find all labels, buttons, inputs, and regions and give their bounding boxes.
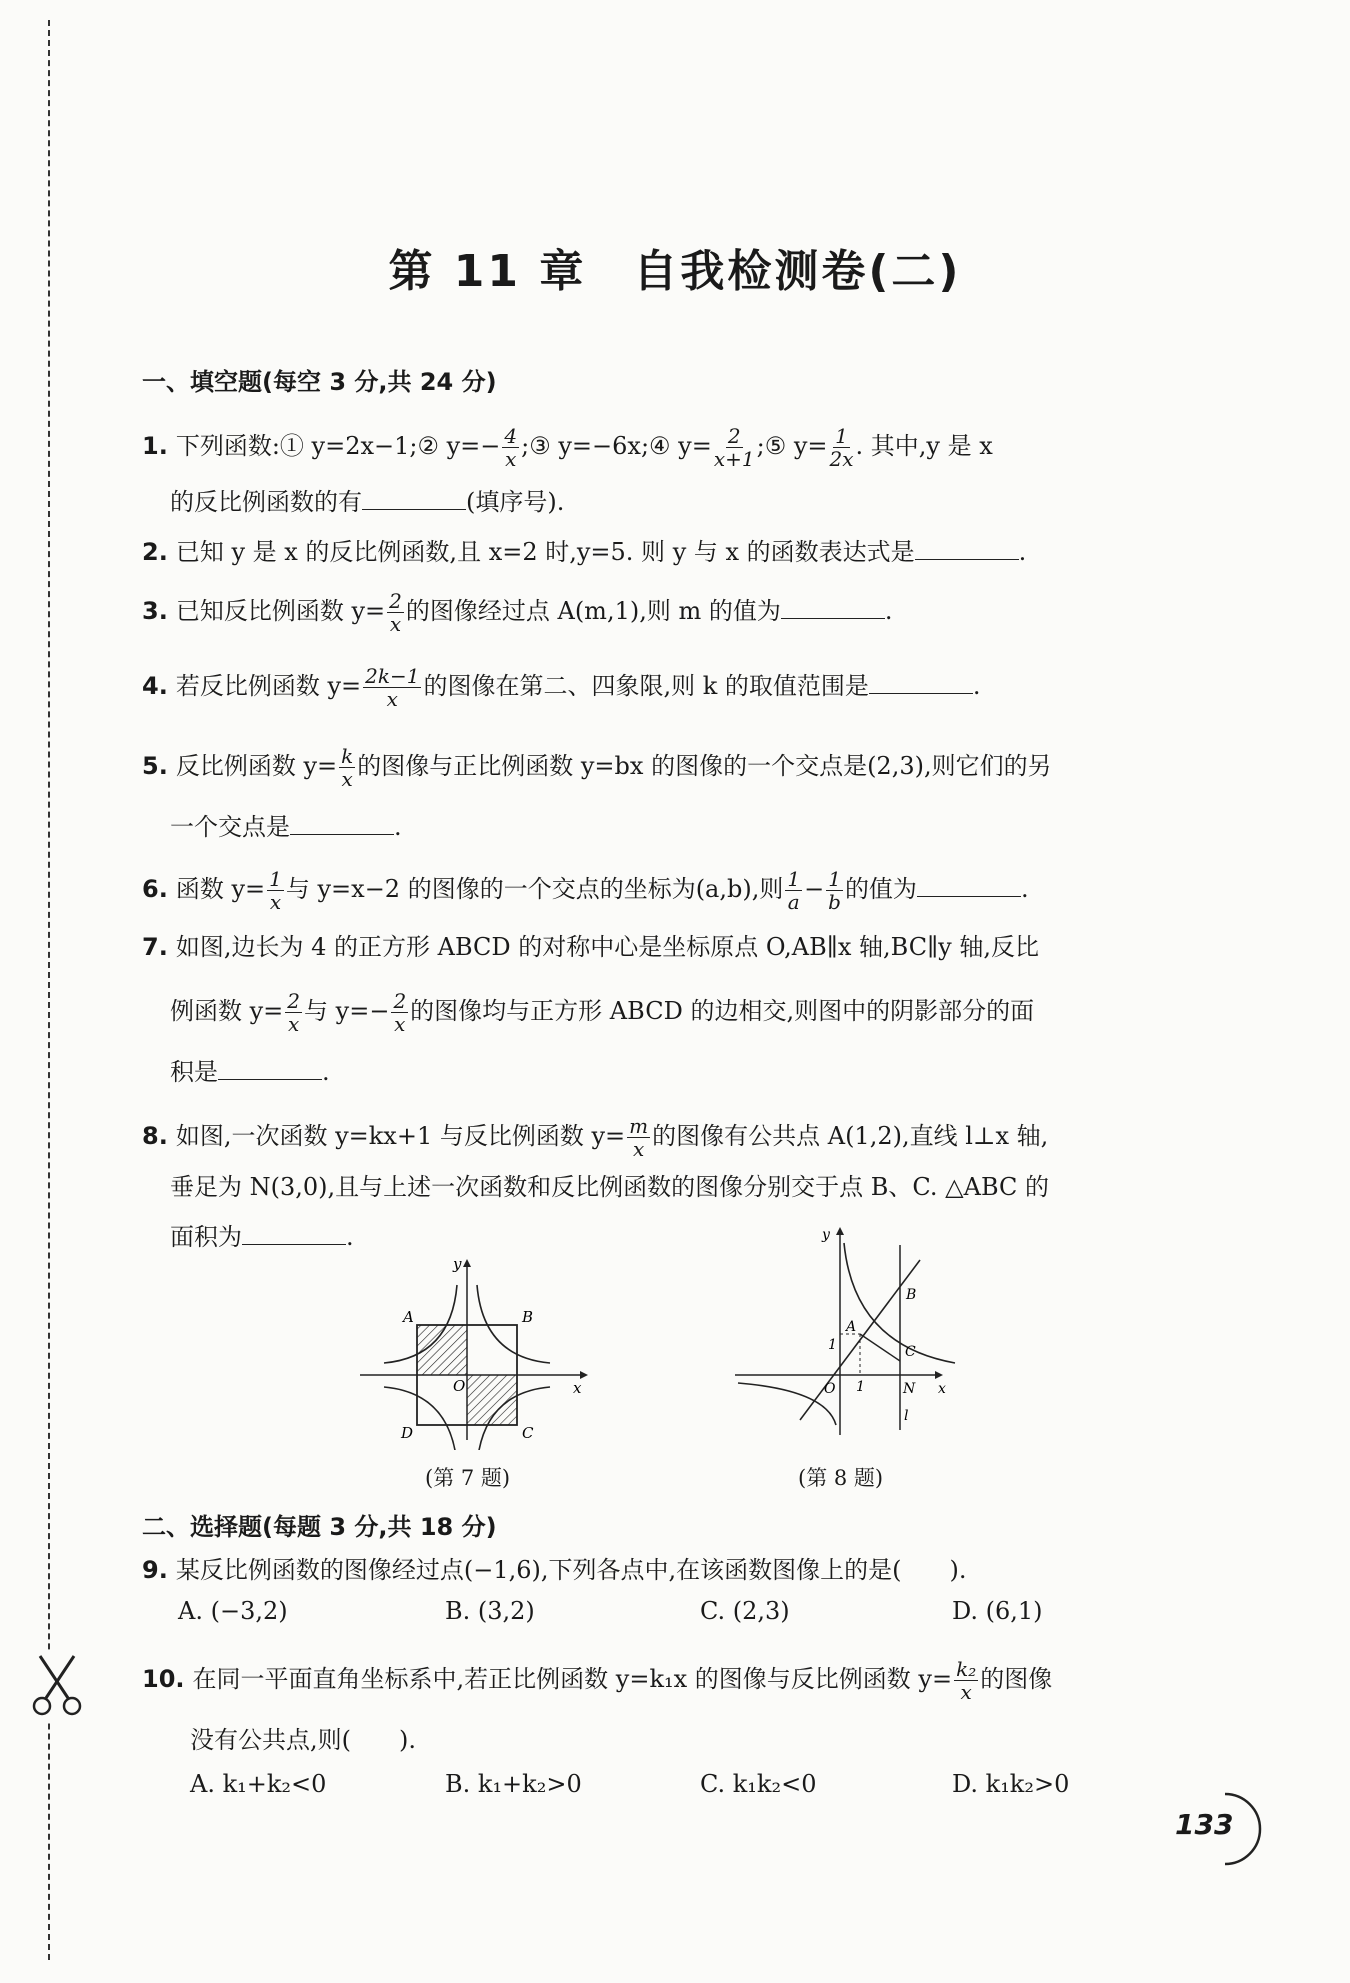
q6-fraction-3 bbox=[826, 868, 843, 913]
q9-option-d[interactable]: D. (6,1) bbox=[952, 1597, 1043, 1625]
q3-f-num: 2 bbox=[389, 589, 402, 613]
page-number-arc bbox=[1215, 1790, 1275, 1870]
q1-f1-den: x bbox=[505, 447, 517, 471]
q4-f-num: 2k−1 bbox=[365, 664, 420, 688]
q6-f3-den: b bbox=[828, 890, 841, 914]
q6-fraction-1 bbox=[267, 868, 284, 913]
question-1-cont bbox=[170, 485, 564, 519]
fig8-label-x: x bbox=[938, 1381, 946, 1397]
q7-text-b: 例函数 y= bbox=[170, 997, 284, 1025]
q5-text-b: 的图像与正比例函数 y=bx 的图像的一个交点是(2,3),则它们的另 bbox=[357, 752, 1052, 780]
q7-text-e: 积是 bbox=[170, 1058, 218, 1086]
question-3 bbox=[142, 590, 893, 635]
q5-text-c: 一个交点是 bbox=[170, 813, 290, 841]
q6-text-d: 的值为 bbox=[844, 875, 917, 903]
q6-number: 6. bbox=[142, 875, 168, 903]
question-5 bbox=[142, 745, 1052, 790]
fig7-label-D: D bbox=[401, 1424, 414, 1442]
fig8-label-one-y: 1 bbox=[828, 1337, 837, 1353]
q5-text-a: 反比例函数 y= bbox=[175, 752, 338, 780]
q1-text-c: ;⑤ y= bbox=[756, 432, 828, 460]
q1-text-b: ;③ y=−6x;④ y= bbox=[521, 432, 712, 460]
fig7-x-arrow bbox=[580, 1371, 588, 1379]
q1-fraction-2 bbox=[714, 425, 755, 470]
question-6 bbox=[142, 868, 1029, 913]
figure-8-caption: (第 8 题) bbox=[798, 1466, 884, 1490]
q5-number: 5. bbox=[142, 752, 168, 780]
q6-f2-den: a bbox=[787, 890, 800, 914]
section-fill-blank bbox=[142, 365, 497, 399]
figure-7-caption: (第 7 题) bbox=[425, 1466, 511, 1490]
fig7-label-C: C bbox=[522, 1424, 534, 1442]
question-8-cont bbox=[170, 1170, 1049, 1204]
q2-text-b: . bbox=[1018, 538, 1027, 566]
q1-f2-num: 2 bbox=[727, 424, 741, 448]
q3-f-den: x bbox=[389, 612, 402, 636]
q6-f1-num: 1 bbox=[269, 867, 282, 891]
q7-f1-num: 2 bbox=[287, 989, 301, 1013]
q10-f-num: k₂ bbox=[956, 1657, 977, 1681]
q8-text-e: . bbox=[346, 1223, 354, 1251]
fig8-y-arrow bbox=[836, 1227, 844, 1235]
q3-text-b: 的图像经过点 A(m,1),则 m 的值为 bbox=[405, 597, 781, 625]
q5-f-num: k bbox=[341, 744, 354, 768]
q4-f-den: x bbox=[386, 687, 398, 711]
q7-fraction-1 bbox=[285, 990, 302, 1035]
q8-text-a: 如图,一次函数 y=kx+1 与反比例函数 y= bbox=[175, 1122, 626, 1150]
q6-text-b: 与 y=x−2 的图像的一个交点的坐标为(a,b),则 bbox=[285, 875, 784, 903]
question-9 bbox=[142, 1553, 966, 1587]
q7-f2-num: 2 bbox=[393, 989, 407, 1013]
q10-option-d[interactable]: D. k₁k₂>0 bbox=[952, 1770, 1070, 1798]
q6-answer-blank[interactable] bbox=[917, 874, 1021, 897]
page-title: 第 11 章 自我检测卷(二) bbox=[388, 246, 962, 297]
fig8-seg-AC bbox=[860, 1334, 900, 1361]
q8-f-num: m bbox=[629, 1114, 649, 1138]
q10-text-a: 在同一平面直角坐标系中,若正比例函数 y=k₁x 的图像与反比例函数 y= bbox=[192, 1665, 953, 1693]
question-5-cont bbox=[170, 810, 402, 844]
q8-answer-blank[interactable] bbox=[242, 1222, 346, 1245]
scissors-icon bbox=[28, 1650, 86, 1720]
q3-text-c: . bbox=[884, 597, 893, 625]
q2-text-a: 已知 y 是 x 的反比例函数,且 x=2 时,y=5. 则 y 与 x 的函数表达式是 bbox=[175, 538, 915, 566]
q1-fraction-3 bbox=[830, 425, 854, 470]
q7-answer-blank[interactable] bbox=[218, 1057, 322, 1080]
q9-text-a: 某反比例函数的图像经过点(−1,6),下列各点中,在该函数图像上的是( ). bbox=[175, 1556, 967, 1584]
q7-text-c: 与 y=− bbox=[304, 997, 390, 1025]
q10-number: 10. bbox=[142, 1665, 185, 1693]
fig8-label-B: B bbox=[906, 1287, 917, 1303]
q3-number: 3. bbox=[142, 597, 168, 625]
q1-answer-blank[interactable] bbox=[362, 487, 466, 510]
fig7-curve-q1 bbox=[477, 1285, 550, 1363]
q4-text-a: 若反比例函数 y= bbox=[175, 672, 362, 700]
q1-fraction-1 bbox=[502, 425, 519, 470]
q7-f2-den: x bbox=[394, 1012, 406, 1036]
q4-text-b: 的图像在第二、四象限,则 k 的取值范围是 bbox=[423, 672, 869, 700]
fig8-label-l: l bbox=[904, 1408, 909, 1424]
q6-fraction-2 bbox=[785, 868, 802, 913]
q10-option-c[interactable]: C. k₁k₂<0 bbox=[700, 1770, 817, 1798]
q10-option-a[interactable]: A. k₁+k₂<0 bbox=[190, 1770, 327, 1798]
q10-f-den: x bbox=[960, 1680, 972, 1704]
fig7-label-B: B bbox=[522, 1308, 534, 1326]
q1-text-a: 下列函数:① y=2x−1;② y=− bbox=[175, 432, 501, 460]
q5-fraction bbox=[339, 745, 355, 790]
question-7 bbox=[142, 930, 1039, 964]
q6-f1-den: x bbox=[269, 890, 282, 914]
q7-text-a: 如图,边长为 4 的正方形 ABCD 的对称中心是坐标原点 O,AB∥x 轴,BC∥y 轴,反比 bbox=[175, 933, 1039, 961]
q5-f-den: x bbox=[341, 767, 353, 791]
section2-heading: 二、选择题(每题 3 分,共 18 分) bbox=[142, 1513, 497, 1541]
q9-option-c[interactable]: C. (2,3) bbox=[700, 1597, 790, 1625]
q7-fraction-2 bbox=[391, 990, 408, 1035]
q1-f1-num: 4 bbox=[504, 424, 518, 448]
q1-f2-den: x+1 bbox=[713, 447, 755, 471]
q6-text-c: − bbox=[804, 875, 825, 903]
q9-number: 9. bbox=[142, 1556, 168, 1584]
q4-number: 4. bbox=[142, 672, 168, 700]
q10-fraction bbox=[954, 1658, 978, 1703]
question-8 bbox=[142, 1115, 1048, 1160]
q10-text-c: 没有公共点,则( ). bbox=[190, 1726, 416, 1754]
question-7-cont2 bbox=[170, 1055, 330, 1089]
q3-fraction bbox=[387, 590, 404, 635]
question-1 bbox=[142, 425, 993, 470]
question-8-cont2 bbox=[170, 1220, 354, 1254]
q10-text-b: 的图像 bbox=[980, 1665, 1053, 1693]
q4-text-c: . bbox=[972, 672, 981, 700]
q9-option-a[interactable]: A. (−3,2) bbox=[178, 1597, 288, 1625]
question-7-cont bbox=[170, 990, 1034, 1035]
question-4 bbox=[142, 665, 981, 710]
q7-text-d: 的图像均与正方形 ABCD 的边相交,则图中的阴影部分的面 bbox=[410, 997, 1035, 1025]
q8-text-c: 垂足为 N(3,0),且与上述一次函数和反比例函数的图像分别交于点 B、C. △ABC 的 bbox=[170, 1173, 1050, 1201]
question-10 bbox=[142, 1658, 1052, 1703]
q8-number: 8. bbox=[142, 1122, 168, 1150]
question-10-cont bbox=[190, 1723, 416, 1757]
q1-text-e: 的反比例函数的有 bbox=[170, 488, 362, 516]
q4-answer-blank[interactable] bbox=[869, 671, 973, 694]
section1-heading: 一、填空题(每空 3 分,共 24 分) bbox=[142, 368, 497, 396]
q6-text-a: 函数 y= bbox=[175, 875, 266, 903]
q9-option-b[interactable]: B. (3,2) bbox=[445, 1597, 535, 1625]
q3-text-a: 已知反比例函数 y= bbox=[175, 597, 386, 625]
q1-f3-den: 2x bbox=[829, 447, 854, 471]
fig7-label-x: x bbox=[573, 1379, 582, 1397]
q8-text-b: 的图像有公共点 A(1,2),直线 l⊥x 轴, bbox=[652, 1122, 1049, 1150]
fig8-label-N: N bbox=[903, 1381, 916, 1397]
q7-text-f: . bbox=[322, 1058, 330, 1086]
q4-fraction bbox=[363, 665, 421, 710]
q2-number: 2. bbox=[142, 538, 168, 566]
fig8-label-C: C bbox=[905, 1344, 916, 1360]
fig7-label-O: O bbox=[453, 1377, 466, 1395]
q8-fraction bbox=[627, 1115, 650, 1160]
q7-f1-den: x bbox=[288, 1012, 300, 1036]
page-number: 133 bbox=[1175, 1808, 1234, 1841]
q7-number: 7. bbox=[142, 933, 168, 961]
q3-answer-blank[interactable] bbox=[781, 596, 885, 619]
q1-f3-num: 1 bbox=[835, 424, 848, 448]
fig8-label-A: A bbox=[846, 1319, 857, 1335]
fig7-curve-q3 bbox=[384, 1387, 457, 1450]
figure-8 bbox=[730, 1225, 965, 1450]
q5-answer-blank[interactable] bbox=[290, 812, 394, 835]
fig8-hyperbola-q3 bbox=[738, 1383, 836, 1425]
q6-f3-num: 1 bbox=[828, 867, 841, 891]
figure-7 bbox=[355, 1255, 595, 1450]
fig7-label-A: A bbox=[403, 1308, 414, 1326]
fig7-label-y: y bbox=[453, 1255, 462, 1273]
fig8-x-arrow bbox=[935, 1371, 943, 1379]
fig8-label-O: O bbox=[824, 1381, 836, 1397]
fig8-label-one-x: 1 bbox=[856, 1379, 865, 1395]
q1-text-d: . 其中,y 是 x bbox=[855, 432, 993, 460]
q6-text-e: . bbox=[1020, 875, 1029, 903]
q5-text-d: . bbox=[394, 813, 402, 841]
q6-f2-num: 1 bbox=[787, 867, 801, 891]
fig8-label-y: y bbox=[822, 1227, 830, 1243]
section-multiple-choice bbox=[142, 1510, 497, 1544]
question-2 bbox=[142, 535, 1026, 569]
q10-option-b[interactable]: B. k₁+k₂>0 bbox=[445, 1770, 582, 1798]
q1-number: 1. bbox=[142, 432, 168, 460]
q8-text-d: 面积为 bbox=[170, 1223, 242, 1251]
fig7-y-arrow bbox=[463, 1259, 471, 1267]
q2-answer-blank[interactable] bbox=[915, 537, 1019, 560]
q1-text-f: (填序号). bbox=[466, 488, 565, 516]
q8-f-den: x bbox=[632, 1137, 645, 1161]
